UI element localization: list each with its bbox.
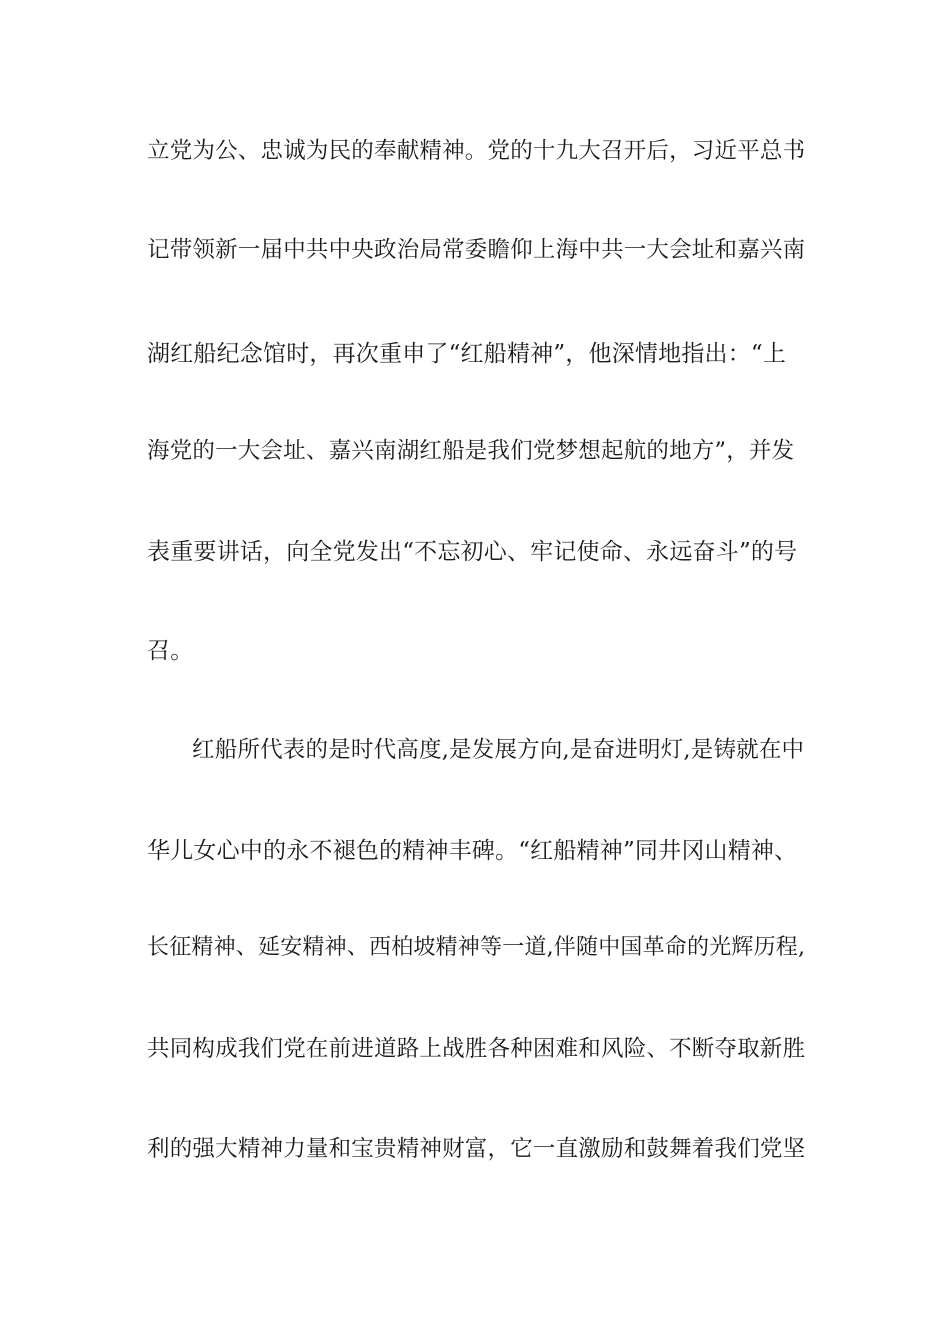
paragraph-line: 共同构成我们党在前进道路上战胜各种困难和风险、不断夺取新胜: [147, 1036, 806, 1062]
paragraph-line: 湖红船纪念馆时，再次重申了“红船精神”，他深情地指出：“上: [147, 341, 787, 367]
paragraph-line: 华儿女心中的永不褪色的精神丰碑。“红船精神”同井冈山精神、: [147, 838, 798, 864]
paragraph-line: 表重要讲话，向全党发出“不忘初心、牢记使命、永远奋斗”的号: [147, 539, 798, 565]
paragraph-line: 立党为公、忠诚为民的奉献精神。党的十九大召开后，习近平总书: [147, 138, 806, 164]
paragraph-first-line: 红船所代表的是时代高度,是发展方向,是奋进明灯,是铸就在中: [192, 737, 805, 763]
paragraph-line: 长征精神、延安精神、西柏坡精神等一道,伴随中国革命的光辉历程,: [147, 935, 806, 960]
paragraph-line: 记带领新一届中共中央政治局常委瞻仰上海中共一大会址和嘉兴南: [147, 237, 806, 263]
paragraph-line: 召。: [147, 638, 194, 664]
paragraph-line: 海党的一大会址、嘉兴南湖红船是我们党梦想起航的地方”，并发: [147, 438, 795, 464]
paragraph-line: 利的强大精神力量和宝贵精神财富，它一直激励和鼓舞着我们党坚: [147, 1136, 806, 1162]
